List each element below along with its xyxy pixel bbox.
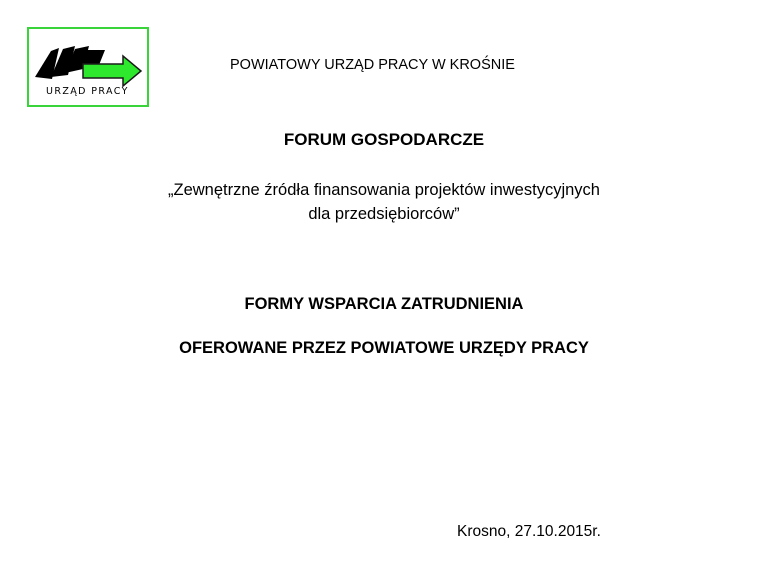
subtitle-line-2: dla przedsiębiorców” xyxy=(308,205,460,223)
subtitle-line-1: „Zewnętrzne źródła finansowania projektów inwestycyjnych xyxy=(168,181,600,199)
institution-header: POWIATOWY URZĄD PRACY W KROŚNIE xyxy=(230,57,515,73)
forum-title: FORUM GOSPODARCZE xyxy=(283,130,485,149)
topic-line-2: OFEROWANE PRZEZ POWIATOWE URZĘDY PRACY xyxy=(179,339,589,357)
topic-line-1: FORMY WSPARCIA ZATRUDNIENIA xyxy=(244,295,524,313)
logo-text: URZĄD PRACY xyxy=(46,86,129,97)
urzad-pracy-logo xyxy=(27,27,149,107)
place-date: Krosno, 27.10.2015r. xyxy=(457,523,601,540)
